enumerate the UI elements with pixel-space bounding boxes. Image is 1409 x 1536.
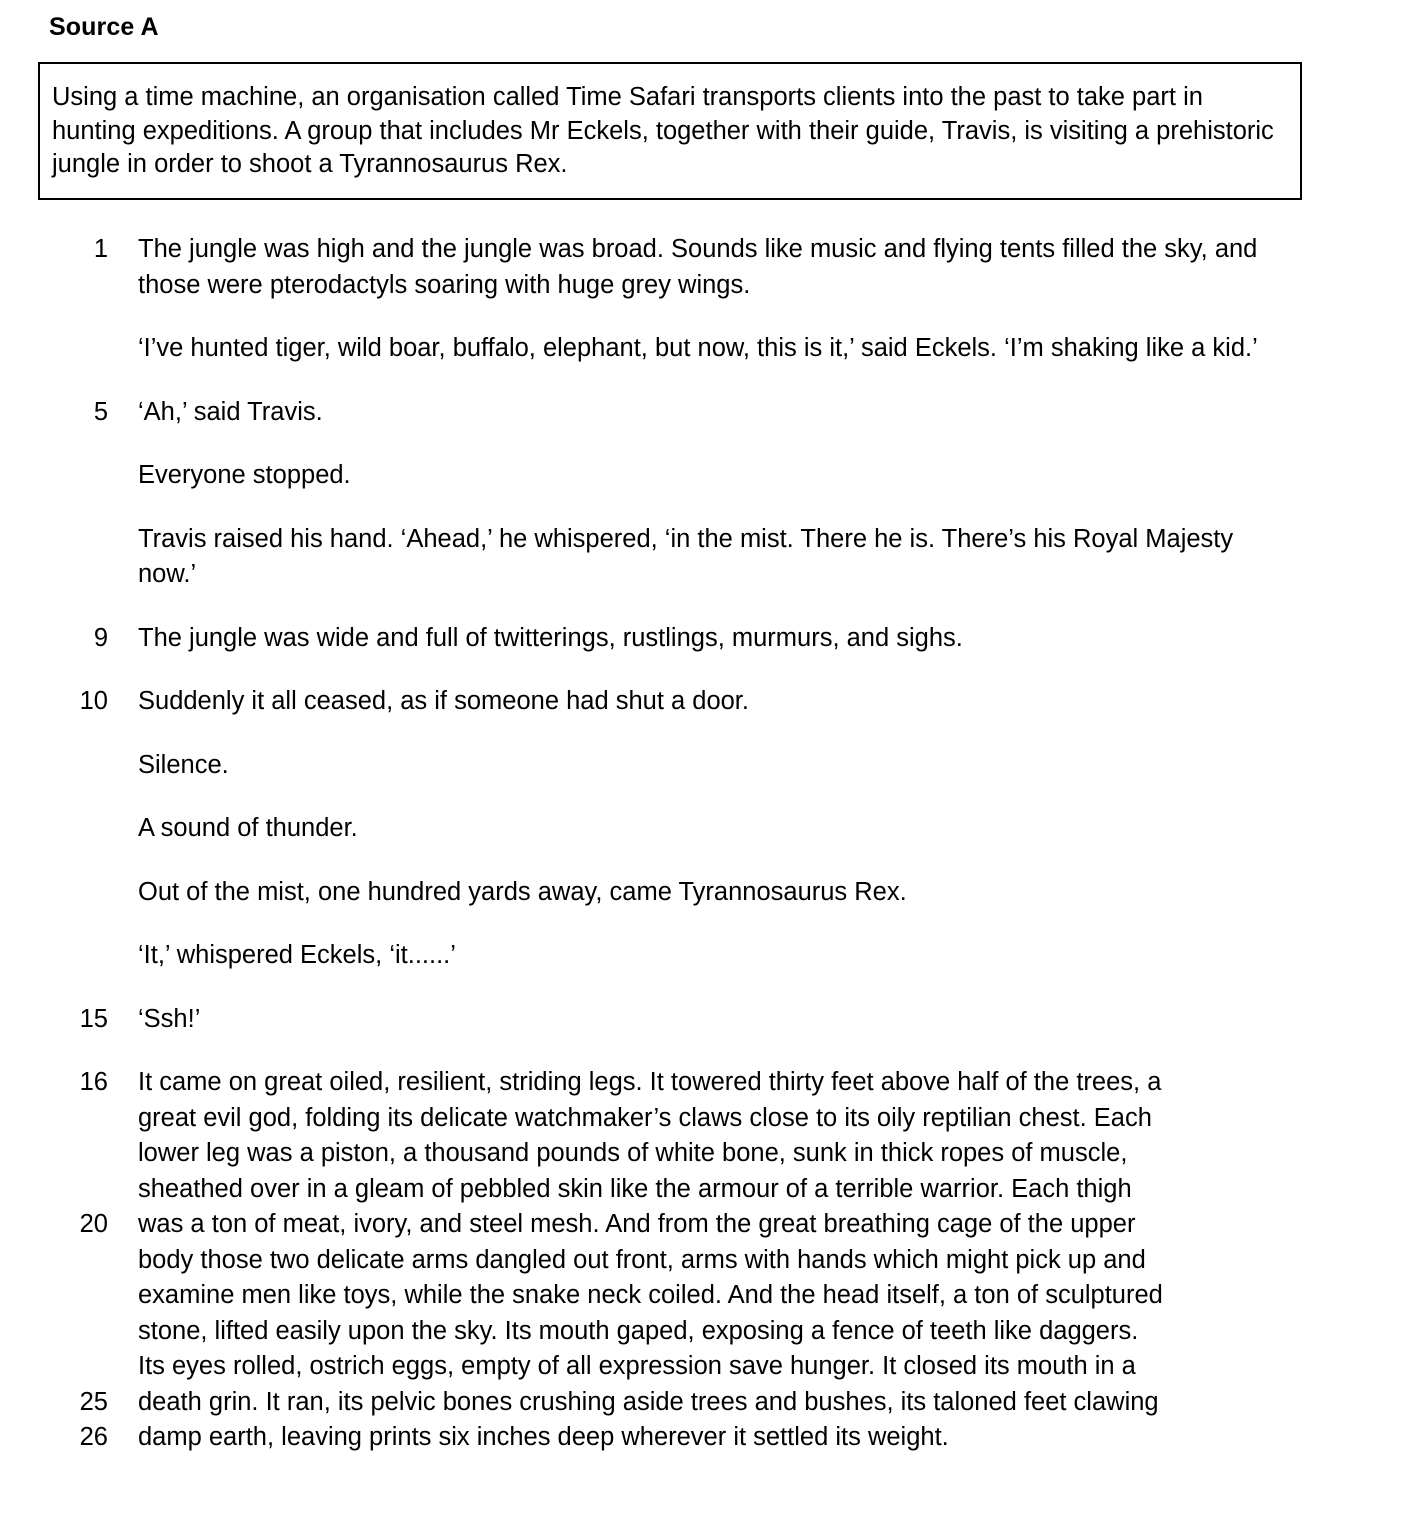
line-number-gutter (0, 1065, 108, 1456)
extract-paragraph (0, 811, 1409, 847)
line-number (0, 1243, 108, 1279)
line-number (0, 1314, 108, 1350)
extract-paragraph (0, 938, 1409, 974)
paragraph-row (0, 232, 1409, 303)
final-paragraph-line: body those two delicate arms dangled out front, arms with hands which might pick up and (138, 1245, 1146, 1274)
paragraph-row (0, 331, 1409, 367)
paragraph-text: Travis raised his hand. ‘Ahead,’ he whispered, ‘in the mist. There he is. There’s his Royal Majesty now.’ (138, 524, 1234, 588)
final-paragraph-line: It came on great oiled, resilient, striding legs. It towered thirty feet above half of the trees, a (138, 1068, 1162, 1096)
final-paragraph-line: death grin. It ran, its pelvic bones crushing aside trees and bushes, its taloned feet clawing (138, 1387, 1159, 1416)
extract-paragraph (0, 1002, 1409, 1038)
paragraph-text: The jungle was wide and full of twitterings, rustlings, murmurs, and sighs. (138, 623, 963, 652)
line-number (0, 331, 108, 367)
paragraph-text: A sound of thunder. (138, 814, 358, 842)
paragraph-row (0, 522, 1409, 593)
line-number (0, 1136, 108, 1172)
extract-body (0, 232, 1409, 1456)
paragraph-row (0, 875, 1409, 911)
line-number (0, 1349, 108, 1385)
extract-paragraph (0, 621, 1409, 657)
final-paragraph-line: stone, lifted easily upon the sky. Its mouth gaped, exposing a fence of teeth like daggers. (138, 1316, 1139, 1345)
line-number (0, 1172, 108, 1208)
paragraph-row (0, 1002, 1409, 1038)
final-paragraph-line: Its eyes rolled, ostrich eggs, empty of all expression save hunger. It closed its mouth in a (138, 1352, 1136, 1380)
paragraph-row (0, 748, 1409, 784)
paragraph-row (0, 395, 1409, 431)
line-number (0, 811, 108, 847)
extract-paragraph (0, 875, 1409, 911)
extract-paragraph (0, 748, 1409, 784)
paragraph-row (0, 458, 1409, 494)
line-number (0, 522, 108, 558)
line-number: 5 (93, 397, 108, 426)
context-box (38, 62, 1302, 200)
line-number (0, 1278, 108, 1314)
line-number: 15 (79, 1004, 108, 1033)
final-paragraph-text (138, 1065, 1290, 1456)
paragraph-list (0, 232, 1409, 1037)
paragraph-text: Silence. (138, 750, 229, 779)
paragraph-text: ‘Ssh!’ (138, 1004, 201, 1033)
paragraph-text: Suddenly it all ceased, as if someone had shut a door. (138, 687, 749, 715)
paragraph-row (0, 684, 1409, 720)
extract-paragraph (0, 232, 1409, 303)
extract-paragraph (0, 684, 1409, 720)
line-number: 10 (79, 687, 108, 715)
extract-paragraph (0, 522, 1409, 593)
final-paragraph-line: sheathed over in a gleam of pebbled skin like the armour of a terrible warrior. Each thigh (138, 1174, 1132, 1203)
line-number: 26 (79, 1423, 108, 1451)
paragraph-text: ‘I’ve hunted tiger, wild boar, buffalo, elephant, but now, this is it,’ said Eckels. ‘I’m shaking like a kid.’ (138, 334, 1258, 362)
paragraph-row (0, 811, 1409, 847)
paragraph-text: ‘Ah,’ said Travis. (138, 397, 323, 426)
line-number: 20 (79, 1210, 108, 1238)
extract-paragraph (0, 395, 1409, 431)
line-number (0, 458, 108, 494)
extract-paragraph (0, 331, 1409, 367)
final-paragraph-line: examine men like toys, while the snake neck coiled. And the head itself, a ton of sculptured (138, 1281, 1163, 1309)
final-paragraph-line: damp earth, leaving prints six inches deep wherever it settled its weight. (138, 1423, 949, 1451)
line-number: 9 (93, 623, 108, 652)
line-number: 16 (79, 1068, 108, 1096)
line-number: 25 (79, 1387, 108, 1416)
paragraph-row (0, 621, 1409, 657)
line-number: 1 (93, 235, 108, 263)
page-title: Source A (49, 13, 159, 41)
context-box-text: Using a time machine, an organisation called Time Safari transports clients into the past to take part in hunting expeditions. A group that includes Mr Eckels, together with their guide, Travis, is visiting a prehistoric jungle in order to shoot a Tyrannosaurus Rex. (52, 83, 1274, 178)
paragraph-row (0, 938, 1409, 974)
line-number (0, 1101, 108, 1137)
final-paragraph (0, 1065, 1409, 1456)
line-number (0, 938, 108, 974)
paragraph-text: The jungle was high and the jungle was broad. Sounds like music and flying tents filled the sky, and those were pterodactyls soaring with huge grey wings. (138, 235, 1258, 299)
final-paragraph-line: lower leg was a piston, a thousand pounds of white bone, sunk in thick ropes of muscle, (138, 1139, 1128, 1167)
paragraph-text: Out of the mist, one hundred yards away, came Tyrannosaurus Rex. (138, 877, 907, 906)
paragraph-text: ‘It,’ whispered Eckels, ‘it......’ (138, 941, 456, 969)
final-paragraph-line: great evil god, folding its delicate watchmaker’s claws close to its oily reptilian chest. Each (138, 1103, 1152, 1132)
line-number (0, 748, 108, 784)
line-number (0, 875, 108, 911)
extract-paragraph (0, 458, 1409, 494)
final-paragraph-line: was a ton of meat, ivory, and steel mesh. And from the great breathing cage of the upper (138, 1210, 1136, 1238)
paragraph-text: Everyone stopped. (138, 461, 351, 489)
